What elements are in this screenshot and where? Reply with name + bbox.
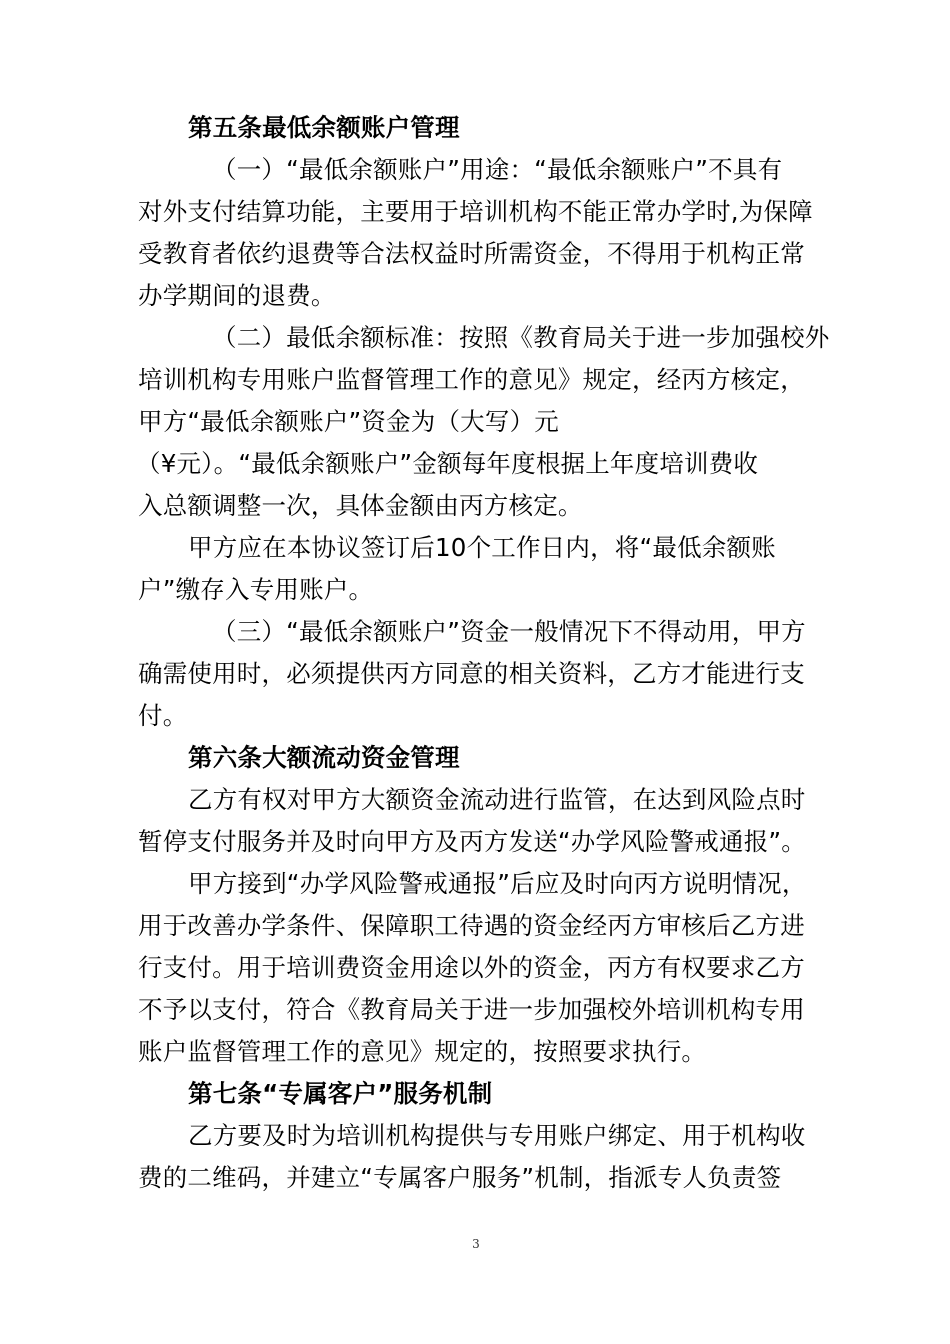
paragraph-line: 用于改善办学条件、保障职工待遇的资金经丙方审核后乙方进 <box>138 911 805 940</box>
paragraph-line: （二）最低余额标准：按照《教育局关于进一步加强校外 <box>212 323 830 352</box>
paragraph-line: 甲方接到“办学风险警戒通报”后应及时向丙方说明情况， <box>188 869 807 898</box>
paragraph-line: 甲方应在本协议签订后10个工作日内，将“最低余额账 <box>188 533 776 562</box>
paragraph-line: 乙方要及时为培训机构提供与专用账户绑定、用于机构收 <box>188 1121 806 1150</box>
paragraph-line: （¥元）。“最低余额账户”金额每年度根据上年度培训费收 <box>136 449 759 478</box>
paragraph-line: 办学期间的退费。 <box>138 281 336 310</box>
paragraph-line: 入总额调整一次，具体金额由丙方核定。 <box>138 491 583 520</box>
paragraph-line: 对外支付结算功能，主要用于培训机构不能正常办学时,为保障 <box>138 197 813 226</box>
paragraph-line: 确需使用时，必须提供丙方同意的相关资料，乙方才能进行支 <box>138 659 805 688</box>
paragraph-line: 户”缴存入专用账户。 <box>138 575 374 604</box>
paragraph-line: 付。 <box>138 701 188 730</box>
paragraph-line: 暂停支付服务并及时向甲方及丙方发送“办学风险警戒通报”。 <box>138 827 806 856</box>
paragraph-line: 行支付。用于培训费资金用途以外的资金，丙方有权要求乙方 <box>138 953 805 982</box>
paragraph-line: 乙方有权对甲方大额资金流动进行监管，在达到风险点时 <box>188 785 806 814</box>
article-7-heading: 第七条“专属客户”服务机制 <box>188 1079 493 1108</box>
paragraph-line: 账户监督管理工作的意见》规定的，按照要求执行。 <box>138 1037 707 1066</box>
paragraph-line: 培训机构专用账户监督管理工作的意见》规定，经丙方核定， <box>138 365 805 394</box>
paragraph-line: 受教育者依约退费等合法权益时所需资金，不得用于机构正常 <box>138 239 805 268</box>
paragraph-line: 不予以支付，符合《教育局关于进一步加强校外培训机构专用 <box>138 995 805 1024</box>
paragraph-line: 费的二维码，并建立“专属客户服务”机制，指派专人负责签 <box>138 1163 782 1192</box>
paragraph-line: （一）“最低余额账户”用途：“最低余额账户”不具有 <box>212 155 783 184</box>
paragraph-line: 甲方“最低余额账户”资金为（大写）元 <box>138 407 559 436</box>
paragraph-line: （三）“最低余额账户”资金一般情况下不得动用，甲方 <box>212 617 806 646</box>
page-number: 3 <box>472 1237 480 1251</box>
article-6-heading: 第六条大额流动资金管理 <box>188 743 460 772</box>
article-5-heading: 第五条最低余额账户管理 <box>188 113 460 142</box>
